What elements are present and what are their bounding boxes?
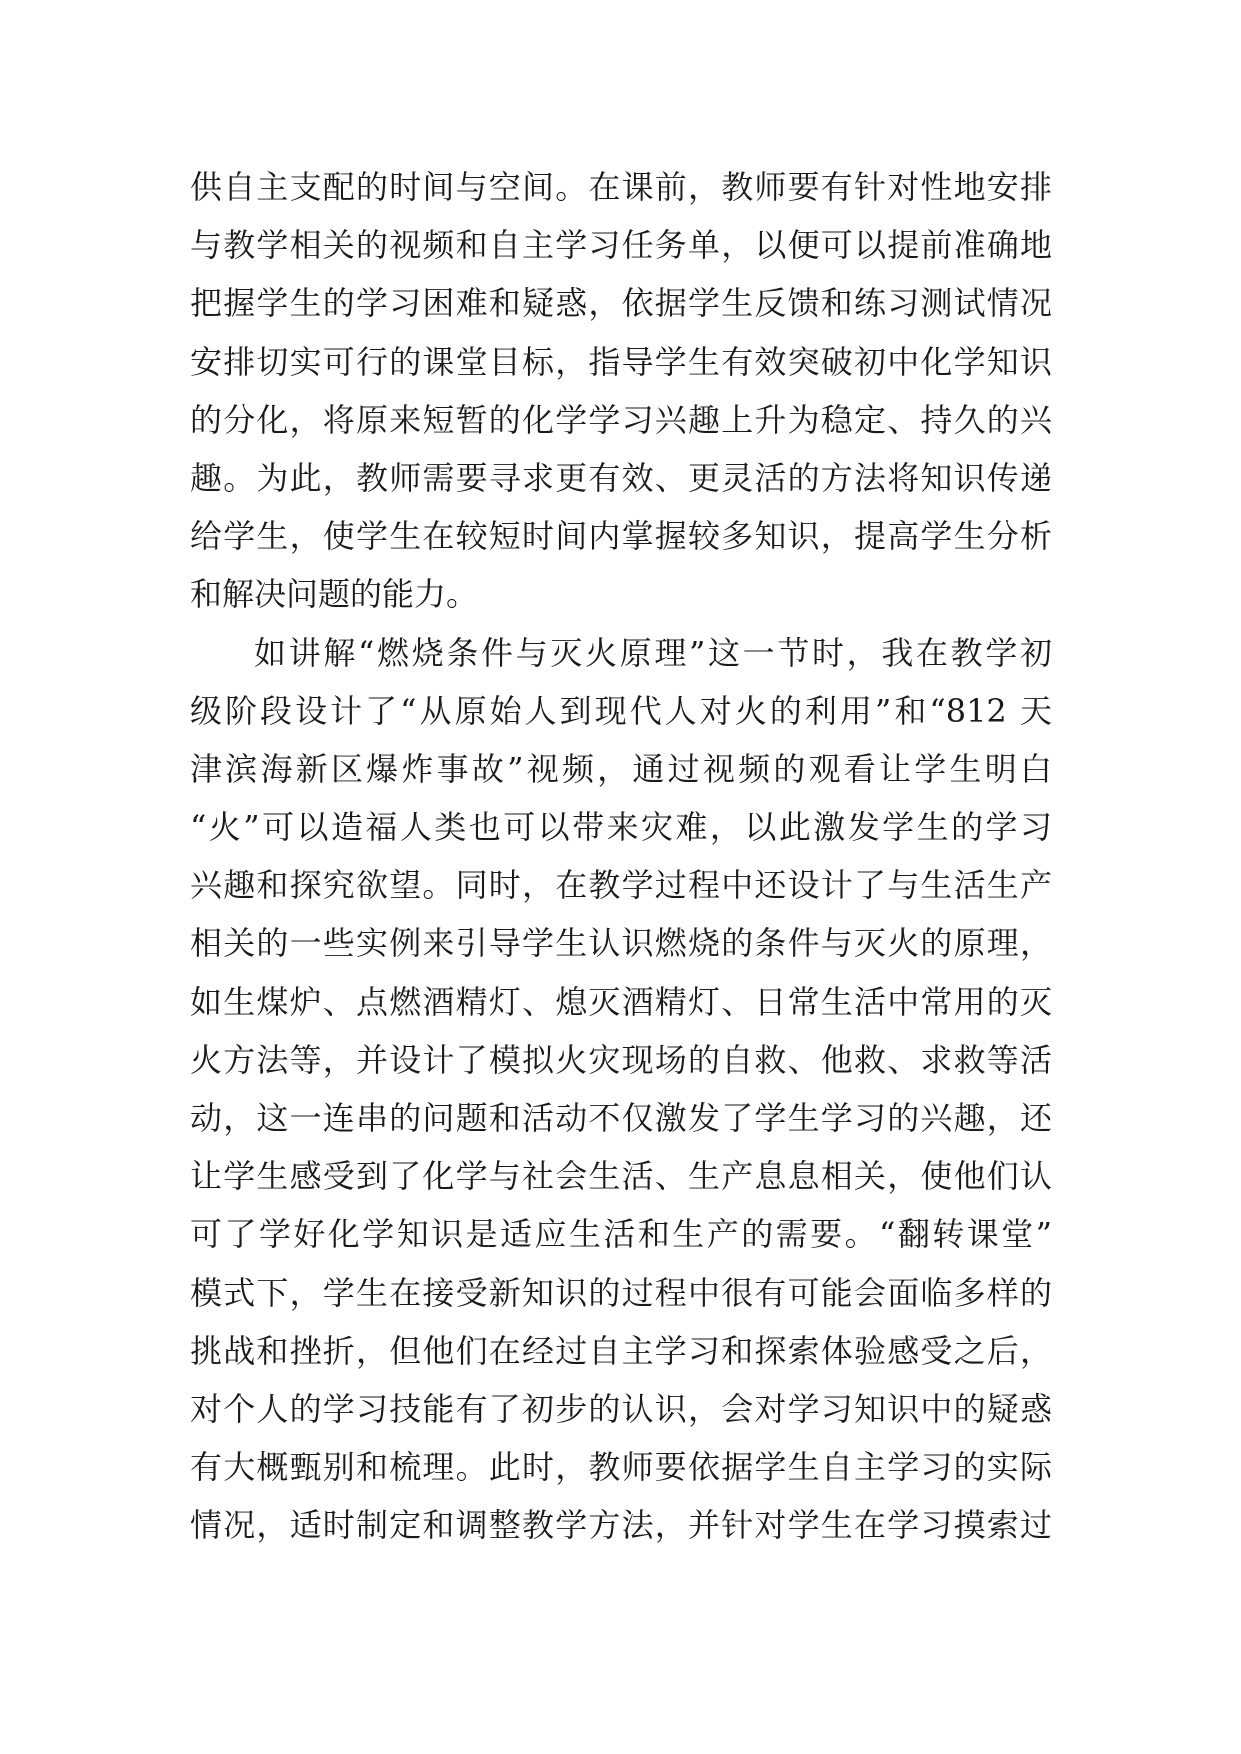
text-line: 兴趣和探究欲望。同时，在教学过程中还设计了与生活生产 bbox=[190, 866, 1052, 905]
text-line: 火方法等，并设计了模拟火灾现场的自救、他救、求救等活 bbox=[190, 1040, 1052, 1079]
text-line: 情况，适时制定和调整教学方法，并针对学生在学习摸索过 bbox=[190, 1506, 1052, 1545]
text-line: 趣。为此，教师需要寻求更有效、更灵活的方法将知识传递 bbox=[190, 458, 1052, 497]
text-line: 对个人的学习技能有了初步的认识，会对学习知识中的疑惑 bbox=[190, 1389, 1052, 1428]
text-line: 有大概甄别和梳理。此时，教师要依据学生自主学习的实际 bbox=[190, 1448, 1052, 1487]
text-line bbox=[190, 1555, 1052, 1613]
text-line bbox=[190, 1613, 1052, 1671]
text-line: 的分化，将原来短暂的化学学习兴趣上升为稳定、持久的兴 bbox=[190, 400, 1052, 439]
paragraph-1 bbox=[190, 158, 1052, 624]
text-line: 与教学相关的视频和自主学习任务单，以便可以提前准确地 bbox=[190, 226, 1052, 265]
text-line: 如讲解“燃烧条件与灭火原理”这一节时，我在教学初 bbox=[254, 633, 1052, 672]
paragraph-2 bbox=[190, 624, 1052, 1671]
text-line: 模式下，学生在接受新知识的过程中很有可能会面临多样的 bbox=[190, 1273, 1052, 1312]
text-line: 让学生感受到了化学与社会生活、生产息息相关，使他们认 bbox=[190, 1157, 1052, 1196]
text-line: 级阶段设计了“从原始人到现代人对火的利用”和“812 天 bbox=[190, 691, 1052, 730]
text-line: 相关的一些实例来引导学生认识燃烧的条件与灭火的原理， bbox=[190, 924, 1052, 963]
text-line: 供自主支配的时间与空间。在课前，教师要有针对性地安排 bbox=[190, 168, 1052, 206]
text-line: 动，这一连串的问题和活动不仅激发了学生学习的兴趣，还 bbox=[190, 1099, 1052, 1137]
text-line: 和解决问题的能力。 bbox=[190, 575, 479, 614]
text-line: 安排切实可行的课堂目标，指导学生有效突破初中化学知识 bbox=[190, 342, 1052, 381]
document-body bbox=[190, 158, 1052, 1671]
text-line: 挑战和挫折，但他们在经过自主学习和探索体验感受之后， bbox=[190, 1331, 1052, 1370]
text-line: 津滨海新区爆炸事故”视频，通过视频的观看让学生明白 bbox=[190, 749, 1052, 788]
text-line: 如生煤炉、点燃酒精灯、熄灭酒精灯、日常生活中常用的灭 bbox=[190, 982, 1052, 1021]
text-line: “火”可以造福人类也可以带来灾难，以此激发学生的学习 bbox=[190, 808, 1052, 847]
text-line: 给学生，使学生在较短时间内掌握较多知识，提高学生分析 bbox=[190, 517, 1052, 556]
text-line: 可了学好化学知识是适应生活和生产的需要。“翻转课堂” bbox=[190, 1215, 1052, 1254]
text-line: 把握学生的学习困难和疑惑，依据学生反馈和练习测试情况 bbox=[190, 284, 1052, 323]
